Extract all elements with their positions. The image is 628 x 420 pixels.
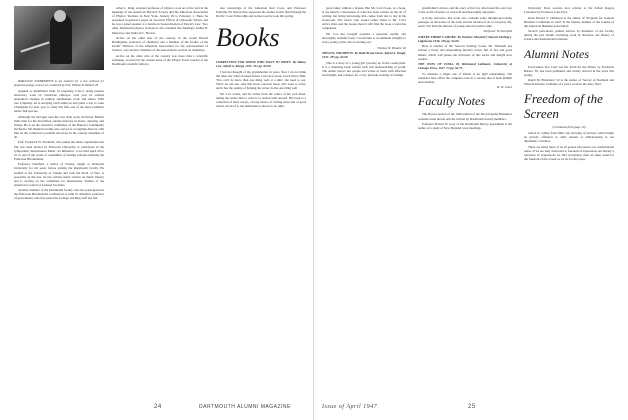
- paragraph: This is a story of a young girl growing up in the countryside. It is a charming book written with real understanding of youth. The author knows her people and writes of them with affection and insight, and it makes for a very pleasant evening of reading.: [322, 60, 406, 77]
- reviewer-signature: Professor W. Sternfeld: [483, 29, 512, 34]
- issue-date: Issue of April 1947: [322, 404, 378, 410]
- magazine-name: DARTMOUTH ALUMNI MAGAZINE: [199, 404, 291, 410]
- paragraph: Active on the other side of the country, in the recent Harold Burlingame, professor of chemistry and a member of the faculty of the Pacific Division of the American Association for the Advancement of Science, was elected a member of the Association's section on chemistry.: [112, 36, 208, 53]
- paragraph: Several periodicals printed articles by members of the faculty during the past month, including work in literature, the history of science and international relations.: [524, 29, 614, 42]
- paragraph: Allen L. King, assistant professor of physics, took an active part in the meetings of the American Physical Society and the American Association of Physics Teachers in New York, January 29 to February 1. There he presented in general a paper on 'Acoustic Effects of Ultrasonic Waves' and he was a panel speaker at a forum on 'Generalization of Pascal's Law.' Two other Dartmouth physics professors also attended the meetings: Arthur B. Meservey and Sanborn C. Brown.: [112, 6, 208, 35]
- paragraph: Dean Harold V. Olmstead is the author of 'Program for General Business Conditions in 1947' in the January number of the Journal of the American Banking Association.: [524, 15, 614, 28]
- paragraph: good talker without a license. But Mr. Cox's book, as a book, is not merely a discussion of what has been written on the art of writing, but living knowledge that comes from day to day in the classroom. The writer who would rather listen to Mr. Cox's advice than read the books about it will find the book a welcome companion.: [322, 6, 406, 31]
- photo-caption: BAROLOGY EXPERIMENTS to get material for a new textbook for proposed geology courses are conducted by Prof. William W. Ballard '28: [14, 79, 104, 87]
- photo-cable: [20, 41, 49, 52]
- left-page: [14, 6, 306, 404]
- paragraph: tration in calling from films any showing of pictures which might be gravely offensive to other nations or embarrassing to our diplomatic activities.: [524, 130, 614, 144]
- left-column-1-text: [14, 80, 104, 398]
- books-heading: Books: [216, 23, 280, 53]
- paragraph: Here is another of the 'Stewart Sterling' books. Mr. Winchell has written a lively and entertaining mystery novel, full of fire and good humor, which will please the followers of this series and delight new readers.: [418, 44, 512, 61]
- laboratory-photo: [14, 6, 104, 70]
- paragraph: A lively narrative, this book also contains some thought-provoking passages on the nature of the artist and the relation of art to everyday life, and it will hold the interest of young and old readers alike.: [418, 15, 512, 28]
- paragraph: Ralph M. Blanchard '12 is the author of 'Survey of Northern and Western Dairies', bulletins of a year's work in the dairy field.: [524, 78, 614, 87]
- left-page-number: 24: [154, 404, 162, 410]
- paragraph: Prof. Frederick W. Sternfeld, who joined the music department last fall, has been invited by Princeton University to participate in the symposium, 'Renaissance Music: its Influence,' to be held April 20 to 25 as one of the series of assemblies of leading scholars marking the Princeton Bicentennial.: [14, 140, 104, 161]
- paragraph: Everywhere You Can't Get the Truth for the Times, by Frederick Barnes '36, has been published and widely noticed in the press this spring.: [524, 64, 614, 77]
- paragraph: Mr. Cox writes, and he writes from the center of his own mind, telling the reader that to write is to reckon with oneself. His book is a collection of short essays, of long letters, of writing notes and of good advice. In all of it, the individual is shown to be right.: [216, 91, 306, 108]
- right-page-number: 25: [468, 404, 476, 410]
- faculty-notes-heading: Faculty Notes: [418, 94, 485, 109]
- paragraph: University Press execute nice articles to the Alfred Rogers Literature by Professor Lane Frye.: [524, 6, 614, 15]
- right-column-3: [524, 6, 614, 398]
- right-column-1: [322, 6, 406, 398]
- paragraph: I had not thought of my grandmother in years. Now I do not think the other day what I looked before Cox's new book. Good Old to Him. 'You can't do more than one thing well at a time' she used to say. That's an old one. And this book concerns those who want to write, and it has the quality of helping the writer do the one thing well.: [216, 69, 306, 91]
- freedom-of-screen-heading: Freedom of the Screen: [524, 91, 603, 122]
- left-column-1: [14, 6, 104, 398]
- left-column-2: [112, 6, 208, 398]
- alumni-notes-heading: Alumni Notes: [524, 46, 589, 61]
- paragraph: The Flower section of the 1946 edition of the Encyclopedia Britannica contains some eleven articles written by Dartmouth faculty members.: [418, 112, 512, 121]
- paragraph: Although the biologist uses his own slide work, Professor Ballard finds time for his diversified outside interests in music, drawing, and bridge. He is on the executive committee of the Hanover Community Orchestra. Mr. Ballard recently also served as a longtime director with him on the conductor's problem and plays in the country ensemble of all.: [14, 114, 104, 139]
- review-heading: THE ONES OF INDIA. By Richmond Lattimore. University of Chicago Press, 1947. 73 pp. $2.75.: [418, 62, 512, 71]
- paragraph: graphed or multilithed form. In preparing it he is doing pioneer laboratory work on vertebrate embryos. Last year he studied anatomical changes in salmon, salamander, trout, and others. With rare sympathy, he is studying pitch embryos and plans a trip to Lake Champlain for next year to study bill fish, one of the most primitive native fish species.: [14, 88, 104, 114]
- right-column-2: [418, 6, 512, 398]
- left-column-3: [216, 6, 306, 398]
- review-heading: WHERE THERE'S SMOKE. By Prentice Winchell ('Stewart Sterling'). Lippincott, 1946. 216 pp. $2.00.: [418, 34, 512, 43]
- right-page: [322, 6, 614, 404]
- paragraph: Mr. Cox has brought together a personal, useful, and thoroughly readable book. I would like to recommend it highly to every young writer who is starting out.: [322, 31, 406, 45]
- paragraph: Professor Sternfeld, a native of Vienna, taught at Wesleyan University for six years before joining the Dartmouth faculty. He studied at the University of Vienna and took his Ph.D. at Yale. A specialist on the lute, he has written many articles on music history and is serving on the committee for Renaissance Studies of the American Council of Learned Societies.: [14, 162, 104, 187]
- reviewer-signature: R. W. Jones: [497, 85, 512, 90]
- continued-note: (Continued from page 19): [552, 125, 586, 130]
- paragraph: There are many more of us all people who know our constitutional sense. If we are truly dedicated to freedom of expression, not merely a tolerance of expressions we find acceptable, then we must stand for the freedom of the screen as we do for the press.: [524, 144, 614, 161]
- paragraph: also knowledge of the American Red Cross, and Professor Emeritus Eli Stewart has supported his studies in this field through the Pacific Coast Fellowship and lecture tour he took this spring.: [216, 6, 306, 19]
- paragraph: grandfather's advice, and the story of the boy who found his own way to the world of letters, is well told and thoroughly enjoyable.: [418, 6, 512, 15]
- review-heading: MOVING TRUMPETS. By Ruth Bryan Owen. Alfred A. Knopf, 1947. 297 pp. $3.00.: [322, 51, 406, 60]
- reviewer-signature: Thomas W. Braden '40: [377, 45, 406, 50]
- paragraph: Another member of the Dartmouth faculty who has participated in the Princeton Bicentennial conferences is John W. Masland, professor of government, who has joined the College teaching staff last fall.: [14, 188, 104, 201]
- paragraph: Professor Robert W. Gray of the Dartmouth history department is the author of a study of New England town meetings.: [418, 122, 512, 131]
- paragraph: To translate a single ode of Pindar is no light undertaking. The translator here offers the complete odes in a version that is both faithful and readable.: [418, 71, 512, 84]
- page-gutter: [313, 0, 314, 420]
- paragraph: Active on the other side of the country was more than a scientific exchange, as noted in the current issue of the Thayer Ferris Journal of the Dartmouth scientific fellows.: [112, 53, 208, 66]
- photo-head: [54, 10, 66, 22]
- review-heading: CORRECTION FOR THOSE WHO WANT TO WRITE. By Sidney Cox. Alfred A. Knopf, 1947. 211 pp. $3.00.: [216, 60, 306, 69]
